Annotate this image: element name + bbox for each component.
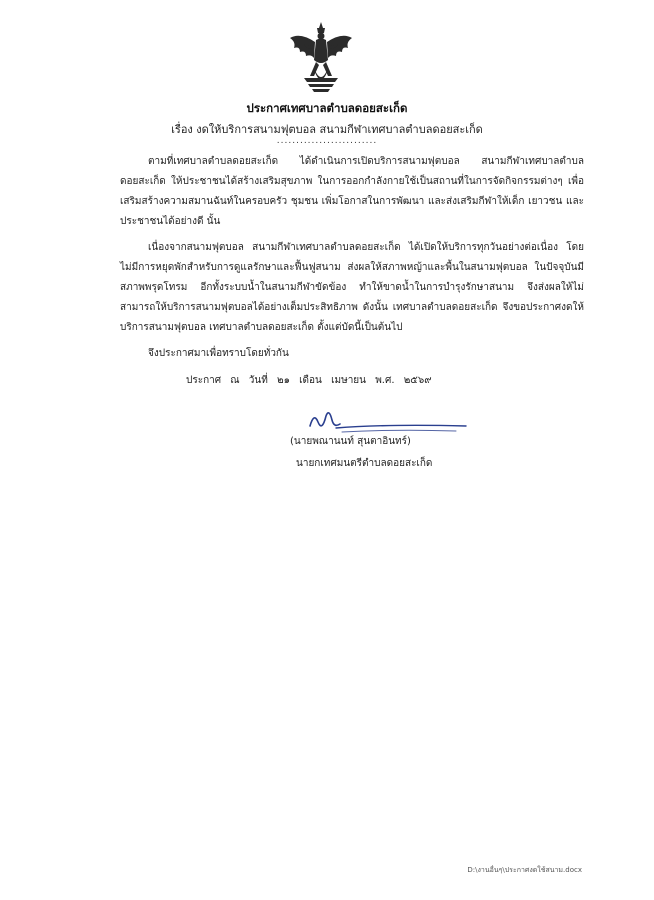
date-at: ณ xyxy=(230,375,240,386)
date-era: พ.ศ. xyxy=(375,375,395,386)
signer-position: นายกเทศมนตรีตำบลดอยสะเก็ด xyxy=(296,458,433,469)
date-year: ๒๕๖๙ xyxy=(403,375,432,386)
date-day: ๒๑ xyxy=(277,375,290,386)
garuda-emblem-icon xyxy=(286,20,356,94)
file-path-footer: D:\งานอื่นๆ\ประกาศงดใช้สนาม.docx xyxy=(467,866,582,874)
paragraph-intro: ตามที่เทศบาลตำบลดอยสะเก็ด ได้ดำเนินการเปิดบริการสนามฟุตบอล สนามกีฬาเทศบาลตำบลดอยสะเก็ด ให้ประชาชนได้สร้างเสริมสุขภาพ ในการออกกำลังกายใช้เป็นสถานที่ในการจัดกิจกรรมต่างๆ เพื่อเสริมสร้างความสมานฉันท์ในครอบครัว ชุมชน เพิ่มโอกาสในการพัฒนา และส่งเสริมกีฬาให้เด็ก เยาวชน และประชาชนได้อย่างดี นั้น xyxy=(120,156,584,227)
date-month-label: เดือน xyxy=(299,375,322,386)
paragraph-closing: จึงประกาศมาเพื่อทราบโดยทั่วกัน xyxy=(148,348,289,359)
signer-name: (นายพณานนท์ สุนตาอินทร์) xyxy=(290,436,411,447)
date-day-label: วันที่ xyxy=(248,375,268,386)
announcement-title: ประกาศเทศบาลตำบลดอยสะเก็ด xyxy=(246,101,408,115)
announcement-subject: เรื่อง งดให้บริการสนามฟุตบอล สนามกีฬาเทศบาลตำบลดอยสะเก็ด xyxy=(171,123,483,136)
announcement-date xyxy=(186,371,438,391)
separator-dots: .......................... xyxy=(276,136,378,146)
date-prefix: ประกาศ xyxy=(186,375,222,386)
date-month: เมษายน xyxy=(331,375,367,386)
paragraph-reason: เนื่องจากสนามฟุตบอล สนามกีฬาเทศบาลตำบลดอยสะเก็ด ได้เปิดให้บริการทุกวันอย่างต่อเนื่อง โดยไม่มีการหยุดพักสำหรับการดูแลรักษาและฟื้นฟูสนาม ส่งผลให้สภาพหญ้าและพื้นในสนามฟุตบอล ในปัจจุบันมีสภาพพรุดโทรม อีกทั้งระบบน้ำในสนามกีฬาขัดข้อง ทำให้ขาดน้ำในการบำรุงรักษาสนาม จึงส่งผลให้ไม่สามารถให้บริการสนามฟุตบอลได้อย่างเต็มประสิทธิภาพ ดังนั้น เทศบาลตำบลดอยสะเก็ด จึงขอประกาศงดให้บริการสนามฟุตบอล เทศบาลตำบลดอยสะเก็ด ตั้งแต่บัดนี้เป็นต้นไป xyxy=(120,242,584,333)
